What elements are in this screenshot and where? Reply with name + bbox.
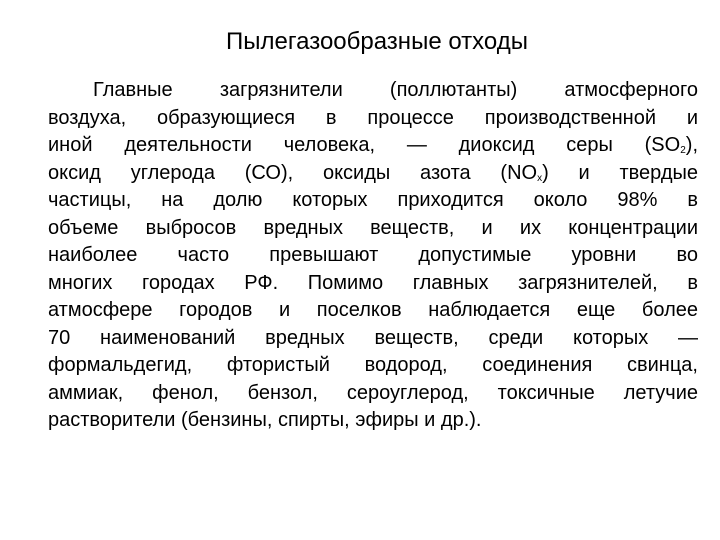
paragraph-line-text: оксид углерода (СО), оксиды азота (NO: [48, 161, 538, 184]
paragraph-line: [48, 132, 698, 160]
paragraph-line: воздуха, образующиеся в процессе производственной и: [48, 106, 698, 129]
paragraph-line: формальдегид, фтористый водород, соединения свинца,: [48, 354, 698, 376]
so2-tail: ),: [685, 134, 698, 156]
paragraph-line: аммиак, фенол, бензол, сероуглерод, токсичные летучие: [48, 381, 698, 404]
paragraph-line: многих городах РФ. Помимо главных загрязнителей, в: [48, 271, 698, 294]
paragraph-line: атмосфере городов и поселков наблюдается еще более: [48, 299, 698, 321]
nox-subscript: x: [537, 172, 543, 184]
paragraph-line-text: иной деятельности человека, — диоксид серы (SO: [48, 134, 681, 156]
paragraph-line: 70 наименований вредных веществ, среди которых —: [48, 326, 698, 349]
paragraph-line: объеме выбросов вредных веществ, и их концентрации: [48, 216, 698, 239]
paragraph-line: частицы, на долю которых приходится около 98% в: [48, 189, 698, 211]
paragraph-line: растворители (бензины, спирты, эфиры и др.).: [48, 409, 482, 431]
paragraph-line: наиболее часто превышают допустимые уровни во: [48, 244, 698, 266]
slide-title: Пылегазообразные отходы: [226, 28, 528, 55]
paragraph-line: Главные загрязнители (поллютанты) атмосферного: [93, 79, 698, 101]
nox-tail: ) и твердые: [542, 161, 699, 184]
paragraph-line: [48, 160, 698, 188]
so2-subscript: 2: [680, 145, 686, 156]
body-paragraph: [48, 77, 698, 435]
